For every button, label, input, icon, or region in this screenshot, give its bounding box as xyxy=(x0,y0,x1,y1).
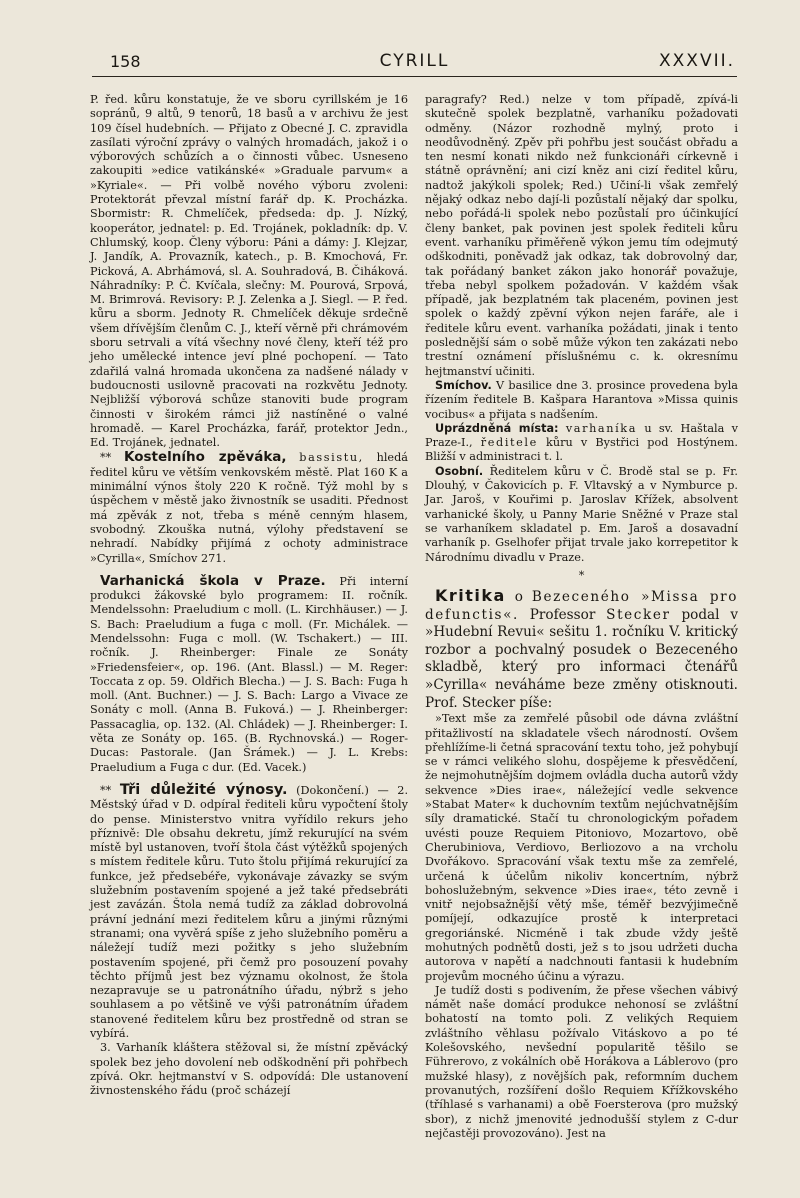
smichov-heading: Smíchov. xyxy=(435,378,492,392)
critique-quote-2: Je tudíž dosti s podivením, že přese všechen vábivý námět naše domácí produkce nehonosí se zvláštní bohatostí na tomto poli. Z velikých Requiem zvláštního věhlasu požívalo Vitáskovo a po té Kolešovského, nevšední popularitě těšilo se Führerovo, z vokálních obě Horákova a Láblerovo (pro mužské hlasy), z novějších pak, reformním duchem provanutých, rozšíření došlo Requiem Křížkovského (tříhlasé s varhanami) a obě Foersterova (pro mužský sbor), z nichž jmenovité jednodušší stylem z C-dur nejčastěji provozováno). Jest na xyxy=(425,983,738,1140)
singer-ad-text: hledá ředitel kůru ve větším venkovském městě. Plat 160 K a minimální výnos štoly 220 K ročně. Týž mohl by s úspěchem v městě jako živnostník se usaditi. Přednost má zpěvák z not, třeba s méně cenným hlasem, svobodný. Zkouška nutná, výlohy představení se nehradí. Nabídky přijímá z ochoty administrace »Cyrilla«, Smíchov 271. xyxy=(90,451,409,565)
decrees-heading: Tři důležité výnosy. xyxy=(119,781,288,798)
critique-intro xyxy=(425,587,738,712)
volume-number: XXXVII. xyxy=(659,51,735,71)
vacancy-text: kůru v Bystřici pod Hostýnem. Bližší v administraci t. l. xyxy=(425,436,739,464)
personal-text: Ředitelem kůru v Č. Brodě stal se p. Fr. Dlouhý, v Čakovicích p. F. Vltavský a v Nymburce p. Jar. Jaroš, v Kouřimi p. Jaroslav Křížek, absolvent varhanické školy, u Panny Marie Sněžné v Praze stal se varhaníkem skladatel p. Em. Jaroš a dosavadní varhaník p. Gselhofer přijat trvale jako korrepetitor k Národnímu divadlu v Praze. xyxy=(425,464,738,564)
section-divider-star: * xyxy=(578,568,585,582)
decrees-paragraph: ** Tři důležité výnosy. (Dokončení.) — 2. Městský úřad v D. odpíral řediteli kůru vypočtení štoly do pense. Ministerstvo vnitra vyřídilo rekurs jeho příznivě: Dle obsahu dekretu, jímž rekurující na svém místě byl ustanoven, tvoří štola část výtěžků spojených s místem ředitele kůru. Tuto štolu přijímá rekurující za funkce, jež předsebéře, vykonávaje závazky se svým služebním postavením spojené a jež také předsebráti jest zavázán. Štola nemá tudíž za základ dobrovolná právní jednání mezi ředitelem kůru a jinými různými stranami; ona vyvěrá spíše z jeho služebního poměru a náležejí tudíž mezi požitky s jeho služebním postavením spojené, při čemž pro posouzení povahy těchto příjmů jest bez významu okolnost, že štola nezapravuje se u patronátního úřadu, nýbrž s jeho souhlasem a po většině ve výši patronátním úřadem stanovené ředitelem kůru bez prostředně od stran se vybírá. xyxy=(90,781,409,1040)
vacancies-heading: Uprázdněná místa: xyxy=(435,421,559,435)
decrees-text: (Dokončení.) — 2. Městský úřad v D. odpíral řediteli kůru vypočtení štoly do pense. Ministerstvo vnitra vyřídilo rekurs jeho příznivě: Dle obsahu dekretu, jímž rekurující na svém místě byl ustanoven, tvoří štola část výtěžků spojených s místem ředitele kůru. Tuto štolu přijímá rekurující za funkce, jež předsebéře, vykonávaje závazky se svým služebním postavením spojené a jež také předsebráti jest zavázán. Štola nemá tudíž za základ dobrovolná právní jednání mezi ředitelem kůru a jinými různými stranami; ona vyvěrá spíše z jeho služebního poměru a náležejí tudíž mezi požitky s jeho služebním postavením spojené, při čemž pro posouzení povahy těchto příjmů jest bez významu okolnost, že štola nezapravuje se u patronátního úřadu, nýbrž s jeho souhlasem a po většině ve výši patronátním úřadem stanovené ředitelem kůru bez prostředně od stran se vybírá. xyxy=(90,783,409,1040)
personal-heading: Osobní. xyxy=(435,464,484,478)
vacancy-organist: varhaníka xyxy=(565,421,638,435)
critique-heading: Kritika xyxy=(435,586,506,606)
vacancy-director: ředitele xyxy=(480,436,538,450)
vacancy-location: u sv. Haštala v Praze-I., xyxy=(425,421,738,450)
critique-intro-text: podal v »Hudební Revui« sešitu 1. ročníku V. kritický rozbor a pochvalný posudek o Bezeceného skladbě, který pro informaci čtenářů »Cyrilla« neváháme beze změny otisknouti. Prof. Stecker píše: xyxy=(425,606,738,711)
page-number: 158 xyxy=(110,52,141,71)
organ-school-heading: Varhanická škola v Praze. xyxy=(100,572,326,589)
decree-continuation-paragraph: paragrafy? Red.) nelze v tom případě, zpívá-li skutečně spolek bezplatně, varhaníku požadovati odměny. (Názor rozhodně mylný, proto i neodůvodněný. Zpěv při pohřbu jest součást obřadu a ten nesmí konati nikdo než funkcionáři církevně i státně oprávnění; ani cizí kněz ani cizí ředitel kůru, nadtož jakýkoli spolek; Red.) Učiní-li však zemřelý nějaký odkaz nebo dají-li pozůstalí nějaký dar spolku, nebo pořádá-li spolek nebo pozůstalí pro účinkující členy banket, pak povinen jest spolek řediteli kůru event. varhaníku přiměřeně výkon jemu tím odejmutý odškodniti, poněvadž jak odkaz, tak dobrovolný dar, tak pořádaný banket zákon jako honorář považuje, třeba nebyl spolkem požadován. V každém však případě, jak bezplatném tak placeném, povinen jest spolek o každý zpěvní výkon nejen faráře, ale i ředitele kůru event. varhaníka požádati, jinak i tento poslednější sám o sobě může výkon ten zakázati nebo trestní oznámení příslušnému c. k. okresnímu hejtmanství učiniti. xyxy=(425,93,738,378)
decree-3-paragraph: 3. Varhaník kláštera stěžoval si, že místní zpěvácký spolek bez jeho dovolení neb odškodnění při pohřbech zpívá. Okr. hejtmanství v S. odpovídá: Dle ustanovení živnostenského řádu (proč scházejí xyxy=(90,1041,408,1098)
meeting-report-paragraph: P. řed. kůru konstatuje, že ve sboru cyrillském je 16 sopránů, 9 altů, 9 tenorů, 18 basů a v archivu že jest 109 čísel hudebních. — Přijato z Obecné J. C. zpravidla zasílati výroční zprávy o valných hromadách, jakož i o výborových schůzích a o činnosti vůbec. Usneseno zakoupiti »edice vatikánské« »Graduale parvum« a »Kyriale«. — Při volbě nového výboru zvoleni: Protektorát převzal místní farář dp. K. Procházka. Sbormistr: R. Chmelíček, předseda: dp. J. Nízký, kooperátor, jednatel: p. Ed. Trojánek, pokladník: dp. V. Chlumský, koop. Členy výboru: Páni a dámy: J. Klejzar, J. Jandík, A. Provazník, katech., p. B. Kmochová, Fr. Picková, A. Abrhámová, sl. A. Souhradová, B. Čiháková. Náhradníky: P. Č. Kvíčala, slečny: M. Pourová, Srpová, M. Brimrová. Revisory: P. J. Zelenka a J. Siegl. — P. řed. kůru a sborm. Jednoty R. Chmelíček děkuje srdečně všem dřívějším členům C. J., kteří věrně při chrámovém sboru setrvali a vítá všechny nové členy, kteří též pro jeho umělecké intence jeví plné pochopení. — Tato zdařilá valná hromada ukončena za nadšené nálady v budoucnosti usilovně pracovati na rozkvětu Jednoty. Nejbližší výborová schůze stanoviti bude program činnosti v širokém rámci již nastíněné o valné hromadě. — Karel Procházka, farář, protektor Jedn., Ed. Trojánek, jednatel. xyxy=(90,93,408,450)
left-column xyxy=(90,93,408,1098)
critique-quote-1: »Text mše za zemřelé působil ode dávna zvláštní přitažlivostí na skladatele všech národností. Ovšem přehlížíme-li četná spracování textu toho, jež pohybují se v rámci velikého slohu, dospějeme k přesvědčení, že nejmohutnějším dojmem ovládla ducha autorů vždy sekvence »Dies irae«, náležející vedle sekvence »Stabat Mater« k duchovním textům nejúchvatnějším síly dramatické. Stačí tu chronologickým pořadem uvésti pouze Requiem Pitoniovo, Mozartovo, obě Cherubiniova, Verdiovo, Berliozovo a na vrcholu Dvořákovo. Spracování však textu mše za zemřelé, určená k účelům nikoliv koncertním, nýbrž bohoslužebným, sekvence »Dies irae«, této zevně i vnitř nejobsažnější větý mše, téměř bezvýjimečně pomíjejí, odkazujíce prostě k interpretaci gregoriánské. Nicméně i tak zbude vždy ještě mohutných podnětů dosti, jež s to jsou udržeti ducha autorova v napětí a nadchnouti fantasii k hudebním projevům mocného účinu a výrazu. xyxy=(425,712,738,983)
vacancies-paragraph xyxy=(425,422,738,465)
critique-author: Stecker xyxy=(606,606,671,623)
critique-word-o: o xyxy=(514,589,523,606)
singer-ad-heading: Kostelního zpěváka, xyxy=(123,449,287,466)
organ-school-paragraph xyxy=(90,574,408,775)
singer-ad-voice: bassistu, xyxy=(299,451,364,465)
critique-work-title: Bezeceného »Missa pro defunctis«. xyxy=(425,589,739,623)
smichov-text: V basilice dne 3. prosince provedena byla řízením ředitele B. Kašpara Harantova »Missa quinis vocibus« a přijata s nadšením. xyxy=(425,378,738,421)
journal-title: CYRILL xyxy=(379,51,450,71)
singer-wanted-ad: ** Kostelního zpěváka, bassistu, hledá ředitel kůru ve větším venkovském městě. Plat 160 K a minimální výnos štoly 220 K ročně. Týž mohl by s úspěchem v městě jako živnostník se usaditi. Přednost má zpěvák z not, třeba s méně cenným hlasem, svobodný. Zkouška nutná, výlohy představení se nehradí. Nabídky přijímá z ochoty administrace »Cyrilla«, Smíchov 271. xyxy=(90,449,409,565)
critique-professor: Professor xyxy=(529,606,596,623)
personal-paragraph xyxy=(425,465,738,565)
right-column xyxy=(425,93,738,1141)
smichov-paragraph xyxy=(425,379,738,422)
organ-school-text: Při interní produkci žákovské bylo programem: II. ročník. Mendelssohn: Praeludium c moll. (L. Kirchhäuser.) — J. S. Bach: Praeludium a fuga c moll. (Fr. Michálek. — Mendelssohn: Fuga c moll. (W. Tschakert.) — III. ročník. J. Rheinberger: Finale ze Sonáty »Friedensfeier«, op. 196. (Ant. Blassl.) — M. Reger: Toccata z op. 59. Oldřich Blecha.) — J. S. Bach: Fuga h moll. (Ant. Buchner.) — J. S. Bach: Largo a Vivace ze Sonáty c moll. (Anna B. Fuková.) — J. Rheinberger: Passacaglia, op. 132. (Al. Chládek) — J. Rheinberger: I. věta ze Sonáty op. 165. (B. Rychnovská.) — Roger-Ducas: Pastorale. (Jan Šrámek.) — J. L. Krebs: Praeludium a Fuga c dur. (Ed. Vacek.) xyxy=(90,574,408,774)
page-header xyxy=(92,48,737,77)
